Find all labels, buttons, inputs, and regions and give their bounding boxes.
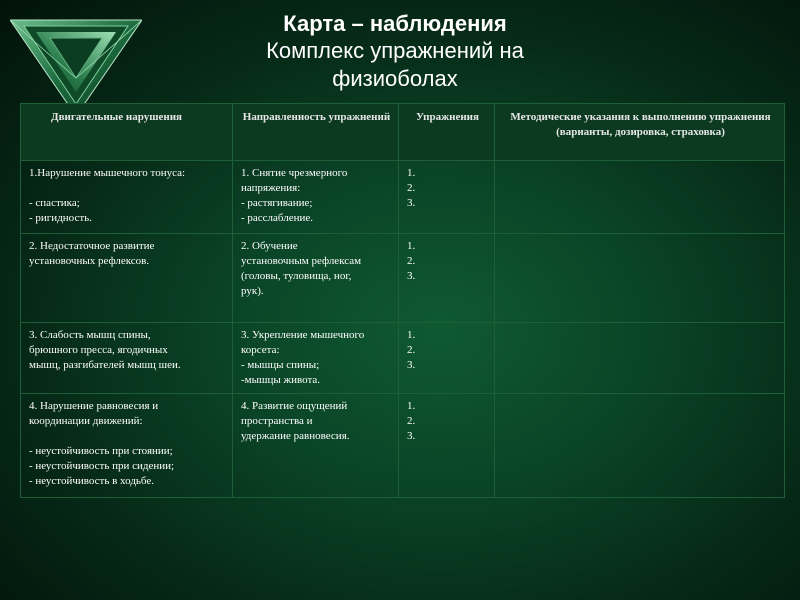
cell-line: 4. Развитие ощущений [241,400,348,412]
table-row [21,234,785,323]
direction-cell [233,394,399,498]
cell-line: напряжения: [241,182,301,194]
cell-line: - неустойчивость при стоянии; [29,445,173,457]
cell-line: - спастика; [29,197,80,209]
exercise-item: 1. [407,240,416,252]
cell-line: 3. Слабость мышц спины, [29,329,151,341]
exercise-item: 1. [407,400,416,412]
cell-line: брюшного пресса, ягодичных [29,344,168,356]
disorder-cell [21,323,233,394]
disorder-cell [21,234,233,323]
exercise-item: 3. [407,270,416,282]
exercises-cell[interactable] [399,394,495,498]
cell-line: корсета: [241,344,280,356]
guidelines-cell[interactable] [495,394,785,498]
direction-cell [233,234,399,323]
direction-cell [233,161,399,234]
cell-line: 1.Нарушение мышечного тонуса: [29,167,186,179]
title-sub-line2: физиоболах [332,66,458,91]
slide-title [160,10,630,93]
title-main: Карта – наблюдения [283,11,507,36]
disorder-cell [21,394,233,498]
cell-line: (головы, туловища, ног, [241,270,352,282]
cell-line: - неустойчивость в ходьбе. [29,475,155,487]
column-header-exercises: Упражнения [399,104,495,161]
cell-line: - неустойчивость при сидении; [29,460,175,472]
cell-line: - растягивание; [241,197,313,209]
cell-line: мышц, разгибателей мышц шеи. [29,359,181,371]
guidelines-cell[interactable] [495,234,785,323]
table-row [21,394,785,498]
exercise-item: 2. [407,415,416,427]
cell-line: установочным рефлексам [241,255,362,267]
column-header-direction: Направленность упражнений [233,104,399,161]
cell-line: -мышцы живота. [241,374,321,386]
exercises-cell[interactable] [399,323,495,394]
guidelines-cell[interactable] [495,323,785,394]
title-sub-line1: Комплекс упражнений на [266,38,524,63]
exercise-item: 1. [407,329,416,341]
cell-line: 2. Недостаточное развитие [29,240,155,252]
column-header-disorders: Двигательные нарушения [21,104,233,161]
observation-table [20,103,785,498]
cell-line: установочных рефлексов. [29,255,150,267]
cell-line: - ригидность. [29,212,92,224]
cell-line-spacer [29,429,226,444]
cell-line: рук). [241,285,264,297]
table-header-row [21,104,785,161]
cell-line: - расслабление. [241,212,314,224]
table-row [21,323,785,394]
cell-line: пространства и [241,415,313,427]
cell-line: удержание равновесия. [241,430,350,442]
direction-cell [233,323,399,394]
exercise-item: 2. [407,255,416,267]
exercise-item: 2. [407,344,416,356]
cell-line: 1. Снятие чрезмерного [241,167,348,179]
exercise-item: 2. [407,182,416,194]
cell-line: 2. Обучение [241,240,298,252]
disorder-cell [21,161,233,234]
guidelines-cell[interactable] [495,161,785,234]
column-header-guidelines: Методические указания к выполнению упражнения (варианты, дозировка, страховка) [495,104,785,161]
exercise-item: 3. [407,430,416,442]
exercise-item: 3. [407,197,416,209]
cell-line: 3. Укрепление мышечного [241,329,365,341]
exercises-cell[interactable] [399,161,495,234]
table-row [21,161,785,234]
cell-line: - мышцы спины; [241,359,320,371]
exercise-item: 1. [407,167,416,179]
cell-line: 4. Нарушение равновесия и [29,400,159,412]
cell-line-spacer [29,181,226,196]
pyramid-logo-icon [10,12,142,116]
exercises-cell[interactable] [399,234,495,323]
cell-line: координации движений: [29,415,143,427]
exercise-item: 3. [407,359,416,371]
